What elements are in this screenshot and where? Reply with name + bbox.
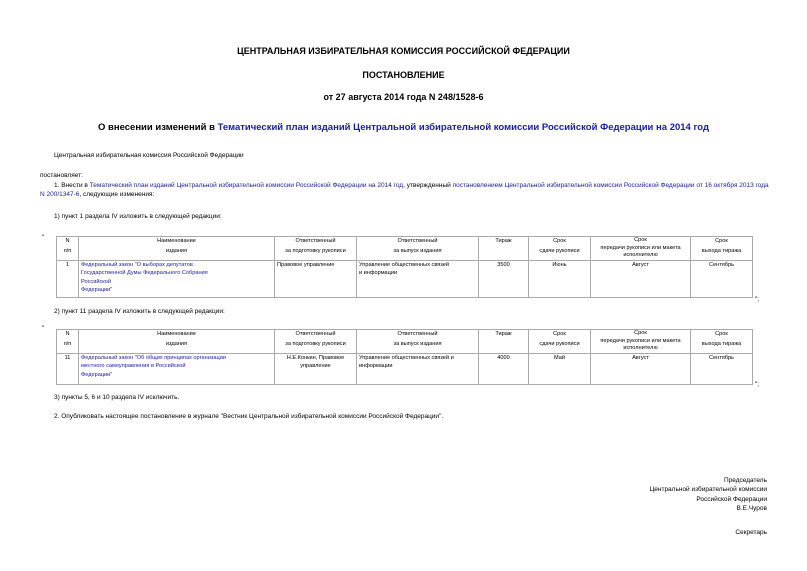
row-release-date: Сентябрь — [691, 260, 753, 297]
org-title: ЦЕНТРАЛЬНАЯ ИЗБИРАТЕЛЬНАЯ КОМИССИЯ РОССИЙСКОЙ ФЕДЕРАЦИИ — [237, 46, 570, 56]
header-name: Наименование издания — [79, 237, 275, 261]
row-num: 11 — [57, 353, 79, 384]
thematic-plan-link[interactable]: Тематический план изданий Центральной избирательной комиссии Российской Федерации на 2014 год — [89, 182, 404, 189]
row-release-date: Сентябрь — [691, 353, 753, 384]
row-manuscript-date: Май — [529, 353, 591, 384]
header-circulation: Тираж — [479, 330, 529, 354]
table-header-row — [57, 237, 753, 261]
postanovlyaet-text: постановляет: — [40, 172, 83, 179]
row-circulation: 3500 — [479, 260, 529, 297]
signature-line-2: Центральной избирательной комиссии — [649, 486, 767, 494]
table-row — [57, 353, 753, 384]
signature-line-1: Председатель — [723, 477, 767, 484]
header-circulation: Тираж — [479, 237, 529, 261]
item-2-text: 2. Опубликовать настоящее постановление в журнале "Вестник Центральной избирательной комиссии Российской Федерации". — [54, 413, 444, 420]
header-release-date: Срок выхода тиража — [691, 330, 753, 354]
doc-date-number: от 27 августа 2014 года N 248/1528-6 — [323, 92, 484, 102]
signature-chairman — [649, 476, 767, 514]
row-num: 1 — [57, 260, 79, 297]
header-resp-prep: Ответственный за подготовку рукописи — [275, 330, 357, 354]
row-manuscript-date: Июнь — [529, 260, 591, 297]
header-release-date: Срок выхода тиража — [691, 237, 753, 261]
close-quote-2: "; — [755, 381, 760, 388]
row-resp-prep: Н.Е.Конкин, Правовое управление — [275, 353, 357, 384]
open-quote-1: " — [42, 234, 45, 241]
subitem-2-text: 2) пункт 11 раздела IV изложить в следующей редакции: — [54, 308, 225, 315]
header-num: N п/п — [57, 330, 79, 354]
header-transfer-date: Срок передачи рукописи или макета исполнителю — [591, 330, 691, 354]
header-manuscript-date: Срок сдачи рукописи — [529, 237, 591, 261]
header-resp-release: Ответственный за выпуск издания — [357, 330, 479, 354]
subitem-1-text: 1) пункт 1 раздела IV изложить в следующей редакции: — [54, 213, 222, 220]
table-row — [57, 260, 753, 297]
close-quote-1: "; — [755, 296, 760, 303]
row-transfer-date: Август — [591, 260, 691, 297]
resolution-link[interactable]: постановлением Центральной избирательной комиссии Российской Федерации от 16 октября 2013 года N 200/1347-6 — [40, 182, 769, 198]
item-1-text: 1. Внести в Тематический план изданий Центральной избирательной комиссии Российской Федерации на 2014 год, утвержденный постановлением Центральной избирательной комиссии Российской Федерации от 16 октября 2013 года N 200/1347-6, следующие изменения: — [40, 182, 769, 198]
row-resp-prep: Правовое управление — [275, 260, 357, 297]
doc-subject — [0, 122, 807, 133]
row-transfer-date: Август — [591, 353, 691, 384]
subject-prefix: О внесении изменений в — [97, 122, 218, 133]
header-resp-release: Ответственный за выпуск издания — [357, 237, 479, 261]
row-name-link[interactable]: Федеральный закон "О выборах депутатов Государственной Думы Федерального Собрания Российской Федерации" — [79, 260, 275, 297]
header-name: Наименование издания — [79, 330, 275, 354]
doc-type: ПОСТАНОВЛЕНИЕ — [362, 70, 445, 80]
table-1 — [56, 236, 753, 298]
row-circulation: 4000 — [479, 353, 529, 384]
subitem-3-text: 3) пункты 5, 6 и 10 раздела IV исключить. — [54, 394, 180, 401]
open-quote-2: " — [42, 325, 45, 332]
header-manuscript-date: Срок сдачи рукописи — [529, 330, 591, 354]
table-header-row — [57, 330, 753, 354]
row-resp-release: Управление общественных связей и информации — [357, 353, 479, 384]
subject-link[interactable]: Тематический план изданий Центральной избирательной комиссии Российской Федерации на 2014 год — [217, 122, 710, 133]
header-num: N п/п — [57, 237, 79, 261]
row-resp-release: Управление общественных связей и информации — [357, 260, 479, 297]
signature-line-4: В.Е.Чуров — [736, 505, 767, 513]
intro-text: Центральная избирательная комиссия Российской Федерации — [54, 152, 244, 159]
signature-line-3: Российской Федерации — [696, 495, 767, 503]
table-2 — [56, 329, 753, 385]
header-resp-prep: Ответственный за подготовку рукописи — [275, 237, 357, 261]
header-transfer-date: Срок передачи рукописи или макета исполнителю — [591, 237, 691, 261]
row-name-link[interactable]: Федеральный закон "Об общих принципах организации местного самоуправления в Российской Федерации" — [79, 353, 275, 384]
signature-secretary: Секретарь — [735, 529, 767, 536]
